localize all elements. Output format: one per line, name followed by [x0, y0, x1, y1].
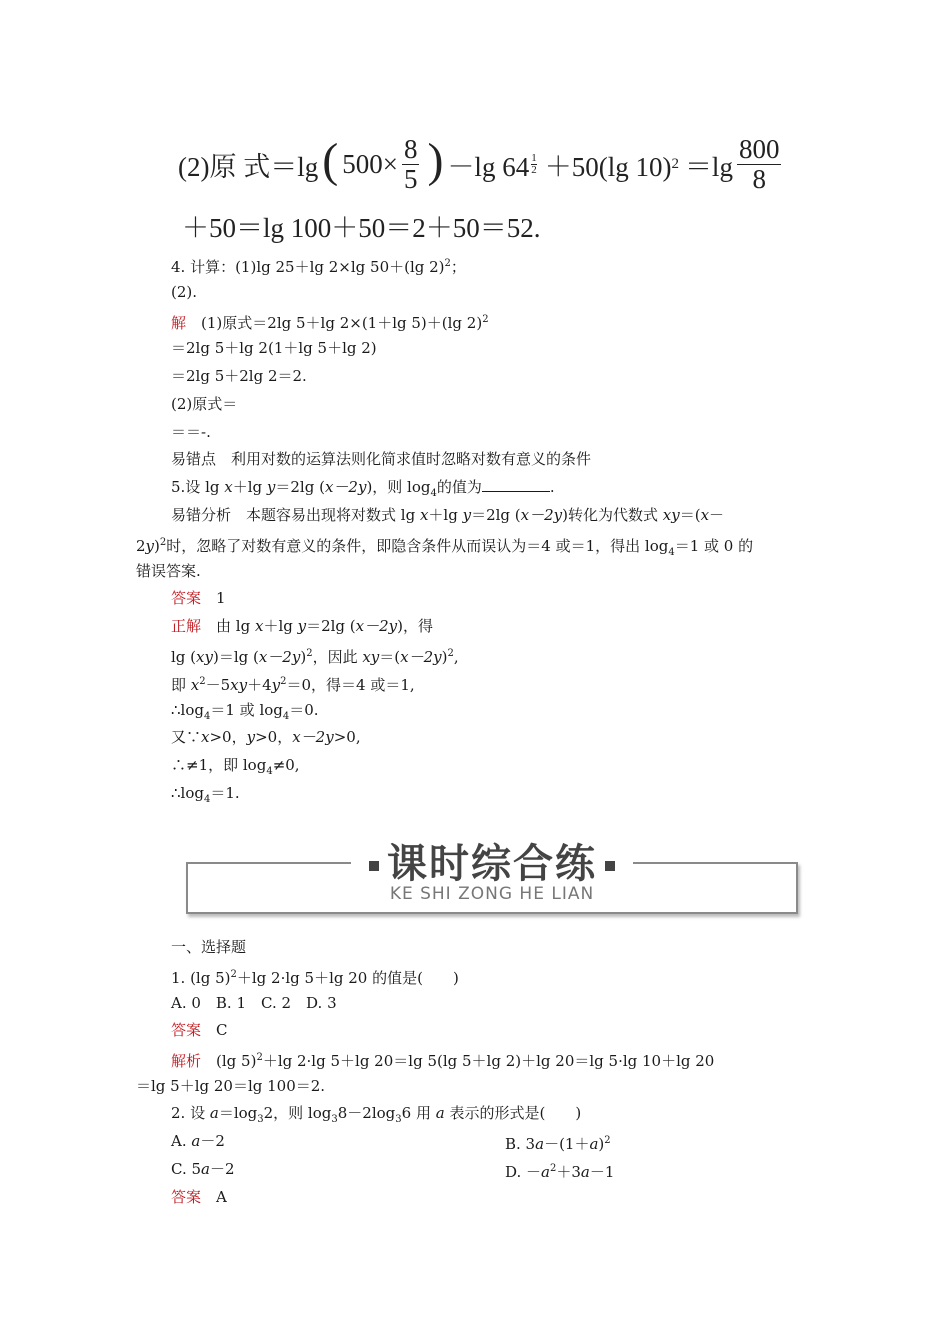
var-x: x — [254, 617, 264, 635]
solution-label: 解 — [171, 314, 187, 332]
analysis-line-3: 错误答案. — [136, 562, 201, 580]
text: ＝1 或 0 的 — [674, 537, 754, 555]
formula-text: (2)原 式＝lg — [178, 151, 319, 182]
var-y: y — [297, 617, 307, 635]
correct-line-6 — [171, 755, 300, 782]
denominator: 8 — [752, 163, 766, 194]
exponent: 2 — [671, 155, 679, 172]
var-a: a — [535, 1135, 545, 1153]
text: ； — [450, 258, 466, 276]
text: ＝( — [679, 506, 701, 524]
text: 易错分析 本题容易出现将对数式 lg — [171, 506, 420, 524]
square-bullet-icon — [369, 861, 379, 871]
q4-solution-5: ＝＝-. — [171, 423, 211, 441]
text: ＝0. — [289, 701, 319, 719]
answer-value: A — [216, 1188, 227, 1206]
correct-label: 正解 — [171, 617, 202, 635]
exponent: 2 — [306, 648, 313, 659]
text: ≠0, — [272, 756, 300, 774]
q2-option-b — [505, 1131, 611, 1154]
denominator: 2 — [531, 163, 537, 176]
answer-value: 1 — [216, 589, 226, 607]
banner-title-text: 课时综合练 — [387, 841, 597, 887]
q1-explanation-2: ＝lg 5＋lg 20＝lg 100＝2. — [136, 1077, 326, 1095]
text: ＋4 — [247, 676, 272, 694]
text: D. － — [505, 1163, 542, 1181]
formula-text: ＋50(lg 10) — [544, 151, 672, 182]
text: 1. (lg 5) — [171, 969, 231, 987]
text: (lg 5) — [216, 1052, 257, 1070]
var-y: y — [462, 506, 472, 524]
text: ＋lg — [232, 478, 267, 496]
q1-question — [171, 965, 459, 988]
var-a: a — [580, 1163, 590, 1181]
exponent: 2 — [444, 258, 451, 269]
mistake-title: 易错点 利用对数的运算法则化简求值时忽略对数有意义的条件 — [171, 450, 592, 468]
text: ＝log — [218, 1104, 258, 1122]
text: >0, — [333, 728, 361, 746]
text: (1)原式＝2lg 5＋lg 2×(1＋lg 5)＋(lg 2) — [201, 314, 483, 332]
text: 2，则 log — [263, 1104, 332, 1122]
text: . — [549, 478, 555, 496]
text: )＝lg ( — [212, 648, 259, 666]
text: lg ( — [171, 648, 197, 666]
answer-label: 答案 — [171, 1021, 202, 1039]
text: 的值为 — [436, 478, 482, 496]
text: －2 — [209, 1160, 235, 1178]
q1-answer — [171, 1020, 228, 1040]
denominator: 5 — [403, 163, 418, 194]
correct-line-5 — [171, 727, 361, 747]
subscript: 4 — [266, 766, 273, 777]
formula-line-1 — [178, 134, 785, 194]
numerator: 8 — [403, 134, 418, 165]
text: ) — [598, 1135, 605, 1153]
q5-answer — [171, 588, 226, 608]
numerator: 800 — [738, 134, 780, 165]
q2-question — [171, 1103, 581, 1130]
text: 8－2log — [337, 1104, 396, 1122]
var-y: y — [271, 676, 281, 694]
correct-line-3 — [171, 672, 415, 695]
subscript: 3 — [395, 1114, 402, 1125]
q1-explanation-1 — [171, 1048, 714, 1071]
var-a: a — [541, 1163, 550, 1181]
var-a: a — [201, 1160, 210, 1178]
q2-answer — [171, 1187, 227, 1207]
text: ＝2lg ( — [471, 506, 521, 524]
left-paren: ( — [322, 134, 339, 187]
exponent: 2 — [280, 676, 287, 687]
text: ) — [300, 648, 307, 666]
text: ＝1 或 log — [210, 701, 283, 719]
correct-line-7 — [171, 783, 240, 810]
square-bullet-icon — [605, 861, 615, 871]
var-a: a — [191, 1132, 201, 1150]
section-banner — [186, 832, 798, 914]
exponent: 2 — [604, 1135, 611, 1146]
var-expr: x－2y — [324, 478, 367, 496]
text: >0， — [209, 728, 247, 746]
text: ＝2lg ( — [306, 617, 356, 635]
subscript: 4 — [430, 488, 437, 499]
formula-line-2: ＋50＝lg 100＋50＝2＋50＝52. — [182, 213, 541, 243]
var-xy: xy — [196, 648, 213, 666]
banner-subtitle: KE SHI ZONG HE LIAN — [389, 884, 595, 904]
var-expr: x－2y — [520, 506, 563, 524]
text: ) — [154, 537, 160, 555]
text: －5 — [205, 676, 231, 694]
q1-options: A. 0 B. 1 C. 2 D. 3 — [171, 994, 337, 1012]
text: ，因此 — [312, 648, 363, 666]
q2-option-a — [171, 1131, 225, 1151]
exponent: 2 — [549, 1163, 557, 1174]
text: 表示的形式是( ) — [444, 1104, 582, 1122]
text: ∴log — [171, 701, 204, 719]
text: A. — [171, 1132, 192, 1150]
subscript: 4 — [203, 794, 211, 805]
var-a: a — [209, 1104, 219, 1122]
var-x: x — [224, 478, 233, 496]
text: ＝1. — [210, 784, 240, 802]
subscript: 3 — [257, 1114, 264, 1125]
text: 转化为代数式 — [567, 506, 663, 524]
numerator: 1 — [531, 151, 537, 164]
q5-question — [171, 477, 555, 504]
answer-label: 答案 — [171, 1188, 202, 1206]
text: ＝2lg ( — [275, 478, 325, 496]
text: －(1＋ — [544, 1135, 590, 1153]
q4-solution-3: ＝2lg 5＋2lg 2＝2. — [171, 367, 307, 385]
correct-line-1 — [171, 616, 433, 636]
text: B. 3 — [505, 1135, 536, 1153]
var-expr: x－2y — [258, 648, 301, 666]
text: ＝( — [379, 648, 401, 666]
explanation-label: 解析 — [171, 1052, 202, 1070]
correct-line-2 — [171, 644, 459, 667]
text: ＋lg 2·lg 5＋lg 20 的值是( ) — [236, 969, 459, 987]
answer-blank — [482, 477, 550, 492]
text: ∴log — [171, 784, 204, 802]
text: －2 — [200, 1132, 225, 1150]
exponent: 2 — [447, 648, 454, 659]
var-x: x — [190, 676, 200, 694]
var-y: y — [246, 728, 256, 746]
text: 时，忽略了对数有意义的条件，即隐含条件从而误认为＝4 或＝1，得出 log — [166, 537, 669, 555]
analysis-line-1: 易错分析 本题容易出现将对数式 lg x＋lg y＝2lg (x－2y)转化为代数式 xy＝(x－ — [171, 506, 725, 524]
text: ＋3 — [556, 1163, 581, 1181]
banner-title — [186, 832, 798, 889]
text: 2. 设 — [171, 1104, 210, 1122]
text: 即 — [171, 676, 191, 694]
fraction — [737, 135, 782, 193]
var-x: x — [419, 506, 429, 524]
answer-label: 答案 — [171, 589, 202, 607]
var-y: y — [266, 478, 276, 496]
text: －1 — [589, 1163, 615, 1181]
text: ＋lg — [428, 506, 463, 524]
var-expr: x－2y — [292, 728, 334, 746]
right-paren: ) — [427, 134, 444, 187]
analysis-line-2 — [136, 533, 753, 563]
q2-option-c — [171, 1159, 235, 1179]
formula-text: －lg 64 — [447, 151, 530, 182]
q2-option-d — [505, 1159, 614, 1182]
exponent-fraction — [531, 153, 537, 176]
text: C. 5 — [171, 1160, 202, 1178]
text: 4. 计算：(1)lg 25＋lg 2×lg 50＋(lg 2) — [171, 258, 445, 276]
q4-sub2: (2). — [171, 283, 198, 301]
q4-solution-2: ＝2lg 5＋lg 2(1＋lg 5＋lg 2) — [171, 339, 377, 357]
text: ∴≠1，即 log — [171, 756, 267, 774]
exponent: 2 — [482, 314, 489, 325]
section-heading: 一、选择题 — [171, 938, 247, 956]
text: 由 lg — [216, 617, 255, 635]
q4-solution-1 — [171, 310, 489, 333]
var-xy: xy — [362, 648, 380, 666]
var-xy: xy — [230, 676, 248, 694]
text: 又∵ — [171, 728, 202, 746]
var-x: x — [201, 728, 210, 746]
var-expr: x－2y — [400, 648, 442, 666]
exponent: 2 — [199, 676, 206, 687]
exponent: 2 — [256, 1052, 263, 1063]
text: ) — [441, 648, 448, 666]
correct-line-4 — [171, 700, 319, 727]
text: ＋lg 2·lg 5＋lg 20＝lg 5(lg 5＋lg 2)＋lg 20＝lg 5·lg 10＋lg 20 — [262, 1052, 715, 1070]
subscript: 3 — [331, 1114, 338, 1125]
formula-text: 500× — [342, 148, 398, 179]
q4-question — [171, 254, 466, 277]
subscript: 4 — [668, 547, 675, 558]
text: ＋lg — [263, 617, 298, 635]
exponent: 2 — [230, 969, 237, 980]
text: , — [453, 648, 459, 666]
var-a: a — [589, 1135, 599, 1153]
fraction — [402, 135, 420, 193]
q4-solution-4: (2)原式＝ — [171, 395, 238, 413]
subscript: 4 — [282, 711, 290, 722]
var-xy: xy — [662, 506, 680, 524]
var-a: a — [435, 1104, 445, 1122]
formula-text: ＝lg — [684, 151, 733, 182]
text: >0， — [255, 728, 293, 746]
text: 2 — [136, 537, 146, 555]
text: ＝0，得＝4 或＝1, — [286, 676, 415, 694]
var-x: x — [700, 506, 710, 524]
text: 6 用 — [401, 1104, 436, 1122]
subscript: 4 — [203, 711, 211, 722]
text: )，则 log — [366, 478, 431, 496]
exponent: 2 — [159, 537, 167, 548]
var-expr: x－2y — [355, 617, 398, 635]
var-y: y — [145, 537, 155, 555]
text: 5.设 lg — [171, 478, 225, 496]
answer-value: C — [216, 1021, 228, 1039]
text: )，得 — [397, 617, 434, 635]
